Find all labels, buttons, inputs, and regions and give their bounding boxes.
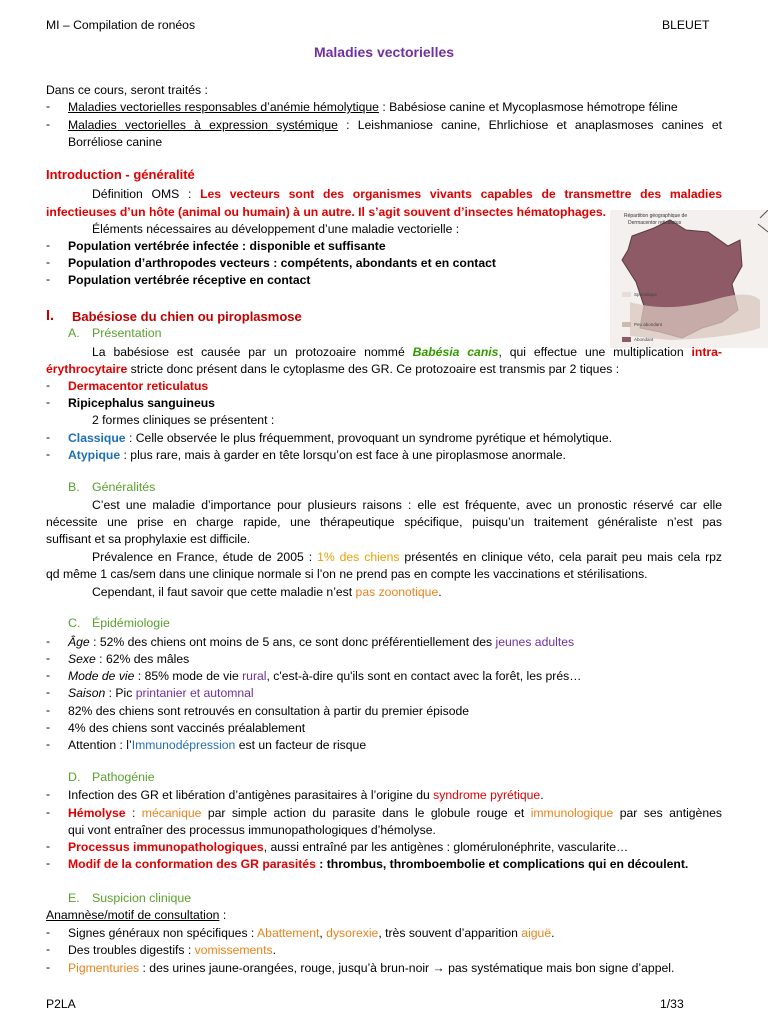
section-1-title: Babésiose du chien ou piroplasmose bbox=[72, 309, 302, 324]
B-p3 bbox=[92, 584, 768, 600]
bullet: - bbox=[46, 942, 51, 956]
bullet: - bbox=[46, 395, 51, 409]
subsection-B-letter: B. bbox=[68, 480, 80, 494]
france-map-graphic bbox=[610, 210, 768, 348]
intro-b2-rest: : Leishmaniose canine, Ehrlichiose et anaplasmoses canines et bbox=[337, 118, 722, 132]
C-line-5: 82% des chiens sont retrouvés en consultation à partir du premier épisode bbox=[68, 704, 470, 718]
subsection-A-letter: A. bbox=[68, 326, 80, 340]
D-l1-a: Infection des GR et libération d’antigènes parasitaires à l’origine du bbox=[68, 788, 434, 802]
B-p2-line2: qd même 1 cas/sem dans une clinique normale si l’on ne prend pas en compte les vaccinations et stérilisations. bbox=[46, 567, 648, 581]
bullet: - bbox=[46, 378, 51, 392]
A-species: Babésia canis bbox=[412, 345, 499, 359]
E-l2-b: . bbox=[272, 943, 276, 957]
A-l1-text-b: , qui effectue une multiplication bbox=[498, 345, 692, 359]
D-line-3 bbox=[68, 839, 722, 855]
C-mode-b: , c'est-à-dire qu'ils sont en contact avec la forêt, les prés… bbox=[266, 669, 582, 683]
C-l7-b: est un facteur de risque bbox=[235, 738, 367, 752]
bullet: - bbox=[46, 668, 51, 682]
C-saison bbox=[68, 685, 722, 701]
E-line-2 bbox=[68, 942, 722, 958]
A-l1-text: La babésiose est causée par un protozoaire nommé bbox=[92, 345, 413, 359]
bullet: - bbox=[46, 447, 51, 461]
subsection-C-letter: C. bbox=[68, 616, 81, 630]
intro-bullet-2 bbox=[68, 117, 722, 133]
C-age-label: Âge bbox=[68, 635, 90, 649]
intro-bullet-2-cont: Borréliose canine bbox=[68, 135, 163, 149]
D-processus: Processus immunopathologiques bbox=[68, 840, 264, 854]
bullet: - bbox=[46, 925, 51, 939]
subsection-D-title: Pathogénie bbox=[92, 770, 155, 784]
E-line-1 bbox=[68, 925, 722, 941]
map-legend-1: Sporadique bbox=[634, 292, 658, 297]
C-sexe-text: : 62% des mâles bbox=[95, 652, 190, 666]
C-saison-label: Saison bbox=[68, 686, 106, 700]
definition-text-1: Les vecteurs sont des organismes vivants capables de transmettre des maladies bbox=[200, 187, 722, 201]
B-p1-line1: C’est une maladie d’importance pour plusieurs raisons : elle est fréquente, avec un pronostic réservé car elle bbox=[92, 498, 722, 512]
bullet: - bbox=[46, 805, 51, 819]
E-pigmenturies: Pigmenturies bbox=[68, 961, 140, 975]
A-l2-text: stricte donc présent dans le cytoplasme des GR. Ce protozoaire est transmis par 2 tiques : bbox=[127, 362, 620, 376]
E-l1-b: , très souvent d’apparition bbox=[378, 926, 522, 940]
C-saison-pic: printanier et automnal bbox=[135, 686, 254, 700]
bullet: - bbox=[46, 839, 51, 853]
subsection-C-heading bbox=[68, 616, 170, 630]
bullet: - bbox=[46, 737, 51, 751]
E-anamnese-colon: : bbox=[219, 908, 227, 922]
document-title: Maladies vectorielles bbox=[313, 44, 455, 60]
map-title-1: Répartition géographique de bbox=[624, 213, 688, 219]
E-l1-sep: , bbox=[319, 926, 327, 940]
D-immunologique: immunologique bbox=[530, 806, 614, 820]
D-l2-a: : bbox=[125, 806, 142, 820]
form-atypique: Atypique bbox=[68, 448, 121, 462]
C-age-text: : 52% des chiens ont moins de 5 ans, ce sont donc préférentiellement des bbox=[89, 635, 496, 649]
B-p1-line3: suffisant et sa prophylaxie est difficile. bbox=[46, 532, 251, 546]
bullet: - bbox=[46, 787, 51, 801]
bullet: - bbox=[46, 255, 51, 269]
subsection-B-title: Généralités bbox=[92, 480, 156, 494]
A-line-1 bbox=[92, 344, 722, 360]
bullet: - bbox=[46, 685, 51, 699]
tick-2: Ripicephalus sanguineus bbox=[68, 396, 215, 410]
bullet: - bbox=[46, 430, 51, 444]
bullet: - bbox=[46, 99, 51, 113]
E-l3-rest: : des urines jaune-orangées, rouge, jusqu’à brun-noir → pas systématique mais bon signe d’appel. bbox=[139, 961, 675, 975]
B-p3-a: Cependant, il faut savoir que cette maladie n’est bbox=[92, 585, 356, 599]
subsection-D-letter: D. bbox=[68, 770, 81, 784]
bullet: - bbox=[46, 272, 51, 286]
C-mode-label: Mode de vie bbox=[68, 669, 135, 683]
intro-b1-underlined: Maladies vectorielles responsables d’anémie hémolytique bbox=[68, 100, 379, 114]
dermacentor-distribution-map bbox=[610, 210, 768, 348]
C-jeunes-adultes: jeunes adultes bbox=[495, 635, 575, 649]
bullet: - bbox=[46, 238, 51, 252]
bullet: - bbox=[46, 720, 51, 734]
A-forms: 2 formes cliniques se présentent : bbox=[92, 413, 275, 427]
D-mecanique: mécanique bbox=[141, 806, 202, 820]
E-line-3 bbox=[68, 960, 722, 976]
general-item-2: Population d’arthropodes vecteurs : compétents, abondants et en contact bbox=[68, 256, 496, 270]
map-legend-2: Peu abondant bbox=[634, 322, 663, 327]
E-dysorexie: dysorexie bbox=[326, 926, 379, 940]
header-left: MI – Compilation de ronéos bbox=[46, 18, 196, 32]
subsection-A-heading bbox=[68, 326, 162, 340]
D-line-4 bbox=[68, 856, 722, 872]
E-l1-c: . bbox=[551, 926, 555, 940]
form-classique: Classique bbox=[68, 431, 126, 445]
tick-1: Dermacentor reticulatus bbox=[68, 379, 209, 393]
D-l3-rest: , aussi entraîné par les antigènes : glomérulonéphrite, vascularite… bbox=[263, 840, 629, 854]
D-l4-rest: : thrombus, thromboembolie et complications qui en découlent. bbox=[315, 857, 689, 871]
A-form-2 bbox=[68, 447, 722, 463]
A-line-2 bbox=[46, 361, 722, 377]
C-mode bbox=[68, 668, 722, 684]
intro-bullet-1 bbox=[68, 99, 722, 115]
subsection-E-heading bbox=[68, 891, 191, 905]
C-age bbox=[68, 634, 722, 650]
C-line-6: 4% des chiens sont vaccinés préalablement bbox=[68, 721, 306, 735]
bullet: - bbox=[46, 117, 51, 131]
bullet: - bbox=[46, 651, 51, 665]
general-elements: Éléments nécessaires au développement d’une maladie vectorielle : bbox=[92, 222, 460, 236]
A-intra: intra- bbox=[691, 345, 722, 359]
C-saison-a: : Pic bbox=[105, 686, 136, 700]
subsection-C-title: Épidémiologie bbox=[92, 616, 170, 630]
C-rural: rural bbox=[242, 669, 267, 683]
bullet: - bbox=[46, 634, 51, 648]
subsection-E-letter: E. bbox=[68, 891, 80, 905]
form-atypique-text: : plus rare, mais à garder en tête lorsqu’on est face à une piroplasmose anormale. bbox=[120, 448, 566, 462]
header-right: BLEUET bbox=[662, 18, 710, 32]
subsection-A-title: Présentation bbox=[92, 326, 162, 340]
C-immunodepression: Immunodépression bbox=[131, 738, 236, 752]
D-line-1 bbox=[68, 787, 722, 803]
D-syndrome-pyretique: syndrome pyrétique bbox=[433, 788, 541, 802]
bullet: - bbox=[46, 856, 51, 870]
general-definition-line1 bbox=[92, 186, 722, 202]
E-aigue: aiguë bbox=[521, 926, 552, 940]
D-line-2-cont: qui vont entraîner des processus immunopathologiques d’hémolyse. bbox=[68, 823, 436, 837]
subsection-D-heading bbox=[68, 770, 155, 784]
C-sexe-label: Sexe bbox=[68, 652, 96, 666]
general-item-3: Population vertébrée réceptive en contact bbox=[68, 273, 311, 287]
D-line-2 bbox=[68, 805, 722, 821]
intro-b1-rest: : Babésiose canine et Mycoplasmose hémotrope féline bbox=[378, 100, 678, 114]
definition-label: Définition OMS : bbox=[92, 187, 201, 201]
bullet: - bbox=[46, 960, 51, 974]
E-abattement: Abattement bbox=[257, 926, 320, 940]
B-p2-a: Prévalence en France, étude de 2005 : bbox=[92, 550, 318, 564]
C-mode-a: : 85% mode de vie bbox=[134, 669, 243, 683]
intro-b2-underlined: Maladies vectorielles à expression systémique bbox=[68, 118, 338, 132]
C-l7-a: Attention : l’ bbox=[68, 738, 132, 752]
E-l1-a: Signes généraux non spécifiques : bbox=[68, 926, 258, 940]
B-p1-line2: nécessite une prise en charge rapide, une thérapeutique spécifique, puisqu’un traitement généraliste n’est pas bbox=[46, 515, 722, 529]
D-l1-b: . bbox=[540, 788, 544, 802]
map-legend-3: Abondant bbox=[634, 337, 654, 342]
subsection-B-heading bbox=[68, 480, 155, 494]
bullet: - bbox=[46, 703, 51, 717]
D-hemolyse: Hémolyse bbox=[68, 806, 126, 820]
map-title-2: Dermacentor reticulatus bbox=[628, 220, 682, 226]
D-l2-b: par simple action du parasite dans le globule rouge et bbox=[201, 806, 531, 820]
form-classique-text: : Celle observée le plus fréquemment, provoquant un syndrome pyrétique et hémolytique. bbox=[125, 431, 612, 445]
D-l2-c: par ses antigènes bbox=[613, 806, 722, 820]
page-number: 1/33 bbox=[660, 997, 684, 1011]
footer-left: P2LA bbox=[46, 997, 76, 1011]
B-p2-line1 bbox=[92, 549, 722, 565]
B-p2-b: présentés en clinique véto, cela parait peu mais cela rpz bbox=[399, 550, 722, 564]
general-definition-line2: infectieuses d’un hôte (animal ou humain) à un autre. Il s’agit souvent d’insectes hématophages. bbox=[46, 205, 607, 219]
A-erythrocytaire: érythrocytaire bbox=[46, 362, 128, 376]
E-l2-a: Des troubles digestifs : bbox=[68, 943, 195, 957]
general-heading: Introduction - généralité bbox=[46, 167, 195, 182]
E-anamnese-label: Anamnèse/motif de consultation bbox=[46, 908, 220, 922]
C-sexe bbox=[68, 651, 722, 667]
section-1-number: I. bbox=[46, 308, 55, 324]
B-p3-b: . bbox=[438, 585, 442, 599]
general-item-1: Population vertébrée infectée : disponible et suffisante bbox=[68, 239, 386, 253]
B-prevalence: 1% des chiens bbox=[317, 550, 400, 564]
A-form-1 bbox=[68, 430, 722, 446]
intro-lead: Dans ce cours, seront traités : bbox=[46, 83, 208, 97]
C-line-7 bbox=[68, 737, 722, 753]
E-vomissements: vomissements bbox=[194, 943, 273, 957]
subsection-E-title: Suspicion clinique bbox=[92, 891, 192, 905]
B-zoonotique: pas zoonotique bbox=[355, 585, 439, 599]
D-modif-gr: Modif de la conformation des GR parasités bbox=[68, 857, 316, 871]
E-anamnese bbox=[46, 907, 722, 923]
